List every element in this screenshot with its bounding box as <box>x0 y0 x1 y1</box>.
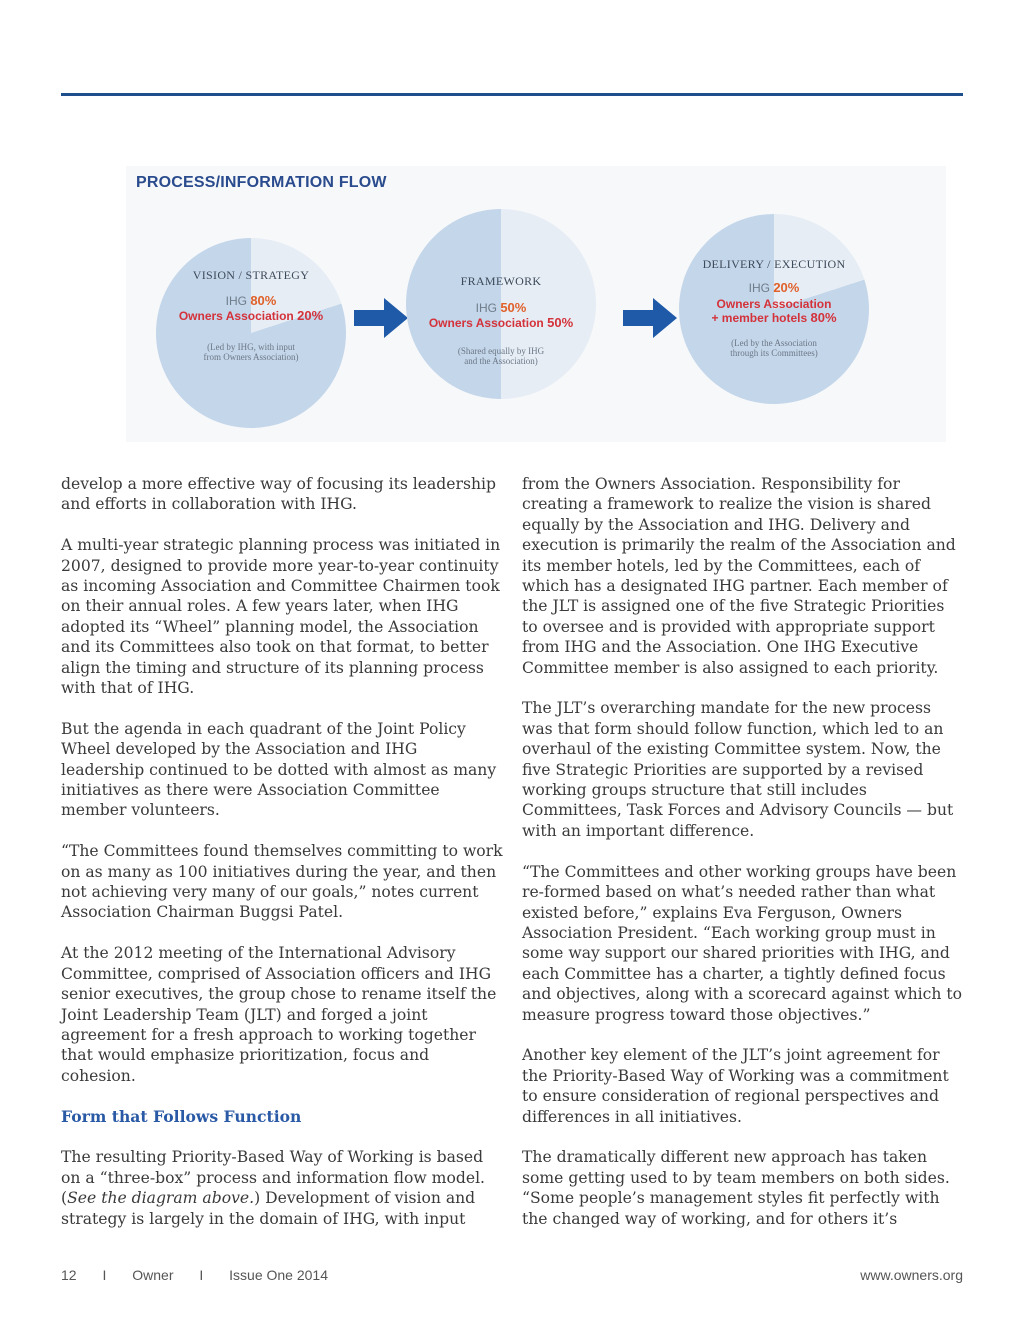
paragraph: The resulting Priority-Based Way of Working is based on a “three-box” process and information flow model. (See the diagram above.) Development of vision and strategy is largely in the domain of IHG, with input <box>61 1148 486 1228</box>
paragraph: “The Committees and other working groups have been re-formed based on what’s needed rather than what existed before,” explains Eva Ferguson, Owners Association President. “Each working group must in some way support our shared priorities with IHG, and each Committee has a charter, a tightly defined focus and objectives, along with a scorecard against which to measure progress toward those objectives.” <box>522 862 962 1024</box>
circle-note: (Led by IHG, with input from Owners Association) <box>203 342 299 362</box>
footer-info <box>61 1267 350 1283</box>
paragraph: The dramatically different new approach has taken some getting used to by team members on both sides. “Some people’s management styles fit perfectly with the changed way of working, and for others it’s <box>522 1148 950 1228</box>
footer-separator: I <box>102 1267 107 1283</box>
article-column-left <box>61 474 503 1249</box>
website-link[interactable]: www.owners.org <box>860 1267 963 1283</box>
diagram-title: PROCESS/INFORMATION FLOW <box>136 174 387 191</box>
ihg-share: IHG 50% <box>475 300 527 315</box>
section-subhead: Form that Follows Function <box>61 1106 302 1126</box>
delivery-execution-circle <box>679 214 869 404</box>
ihg-share: IHG 80% <box>225 293 277 308</box>
ihg-share: IHG 20% <box>748 280 800 295</box>
owner-share: Owners Association 50% <box>428 315 574 330</box>
paragraph: develop a more effective way of focusing its leadership and efforts in collaboration with IHG. <box>61 475 496 514</box>
top-rule <box>61 93 963 96</box>
paragraph: from the Owners Association. Responsibility for creating a framework to realize the vision is shared equally by the Association and IHG. Delivery and execution is primarily the realm of the Association and its member hotels, led by the Committees, each of which has a designated IHG partner. Each member of the JLT is assigned one of the five Strategic Priorities to oversee and is provided with appropriate support from IHG and the Association. One IHG Executive Committee member is also assigned to each priority. <box>522 475 956 677</box>
process-flow-diagram <box>126 166 946 442</box>
owner-share: Owners Association 20% <box>178 308 324 323</box>
vision-strategy-circle <box>156 238 346 428</box>
issue-label: Issue One 2014 <box>229 1267 329 1283</box>
paragraph: The JLT’s overarching mandate for the new process was that form should follow function, which led to an overhaul of the existing Committee system. Now, the five Strategic Priorities are supported by a revised working groups structure that still includes Committees, Task Forces and Advisory Councils — but with an important difference. <box>522 699 954 840</box>
arrow-right-icon <box>354 298 408 338</box>
arrow-right-icon <box>623 298 677 338</box>
owner-share: Owners Association + member hotels 80% <box>711 297 837 325</box>
page-number: 12 <box>61 1267 77 1283</box>
circle-name: FRAMEWORK <box>460 274 542 288</box>
circle-name: VISION / STRATEGY <box>192 268 310 282</box>
paragraph: Another key element of the JLT’s joint agreement for the Priority-Based Way of Working was a commitment to ensure consideration of regional perspectives and differences in all initiatives. <box>522 1046 949 1126</box>
publication-name: Owner <box>132 1267 174 1283</box>
footer-separator: I <box>199 1267 204 1283</box>
paragraph: But the agenda in each quadrant of the Joint Policy Wheel developed by the Association and IHG leadership continued to be dotted with almost as many initiatives as there were Association Committee member volunteers. <box>61 719 497 820</box>
paragraph: A multi-year strategic planning process was initiated in 2007, designed to provide more year-to-year continuity as incoming Association and Committee Chairmen took on their annual roles. A few years later, when IHG adopted its “Wheel” planning model, the Association and its Committees also took on that format, to better align the timing and structure of its planning process with that of IHG. <box>61 536 501 698</box>
paragraph: “The Committees found themselves committing to work on as many as 100 initiatives during the year, and then not achieving very many of our goals,” notes current Association Chairman Buggsi Patel. <box>61 842 503 922</box>
circle-name: DELIVERY / EXECUTION <box>702 257 846 271</box>
paragraph: At the 2012 meeting of the International Advisory Committee, comprised of Association officers and IHG senior executives, the group chose to rename itself the Joint Leadership Team (JLT) and forged a joint agreement for a fresh approach to working together that would emphasize prioritization, focus and cohesion. <box>61 944 497 1085</box>
article-column-right <box>522 474 964 1249</box>
framework-circle <box>406 209 596 399</box>
circle-note: (Led by the Association through its Committees) <box>730 338 818 358</box>
circle-note: (Shared equally by IHG and the Association) <box>457 346 545 366</box>
